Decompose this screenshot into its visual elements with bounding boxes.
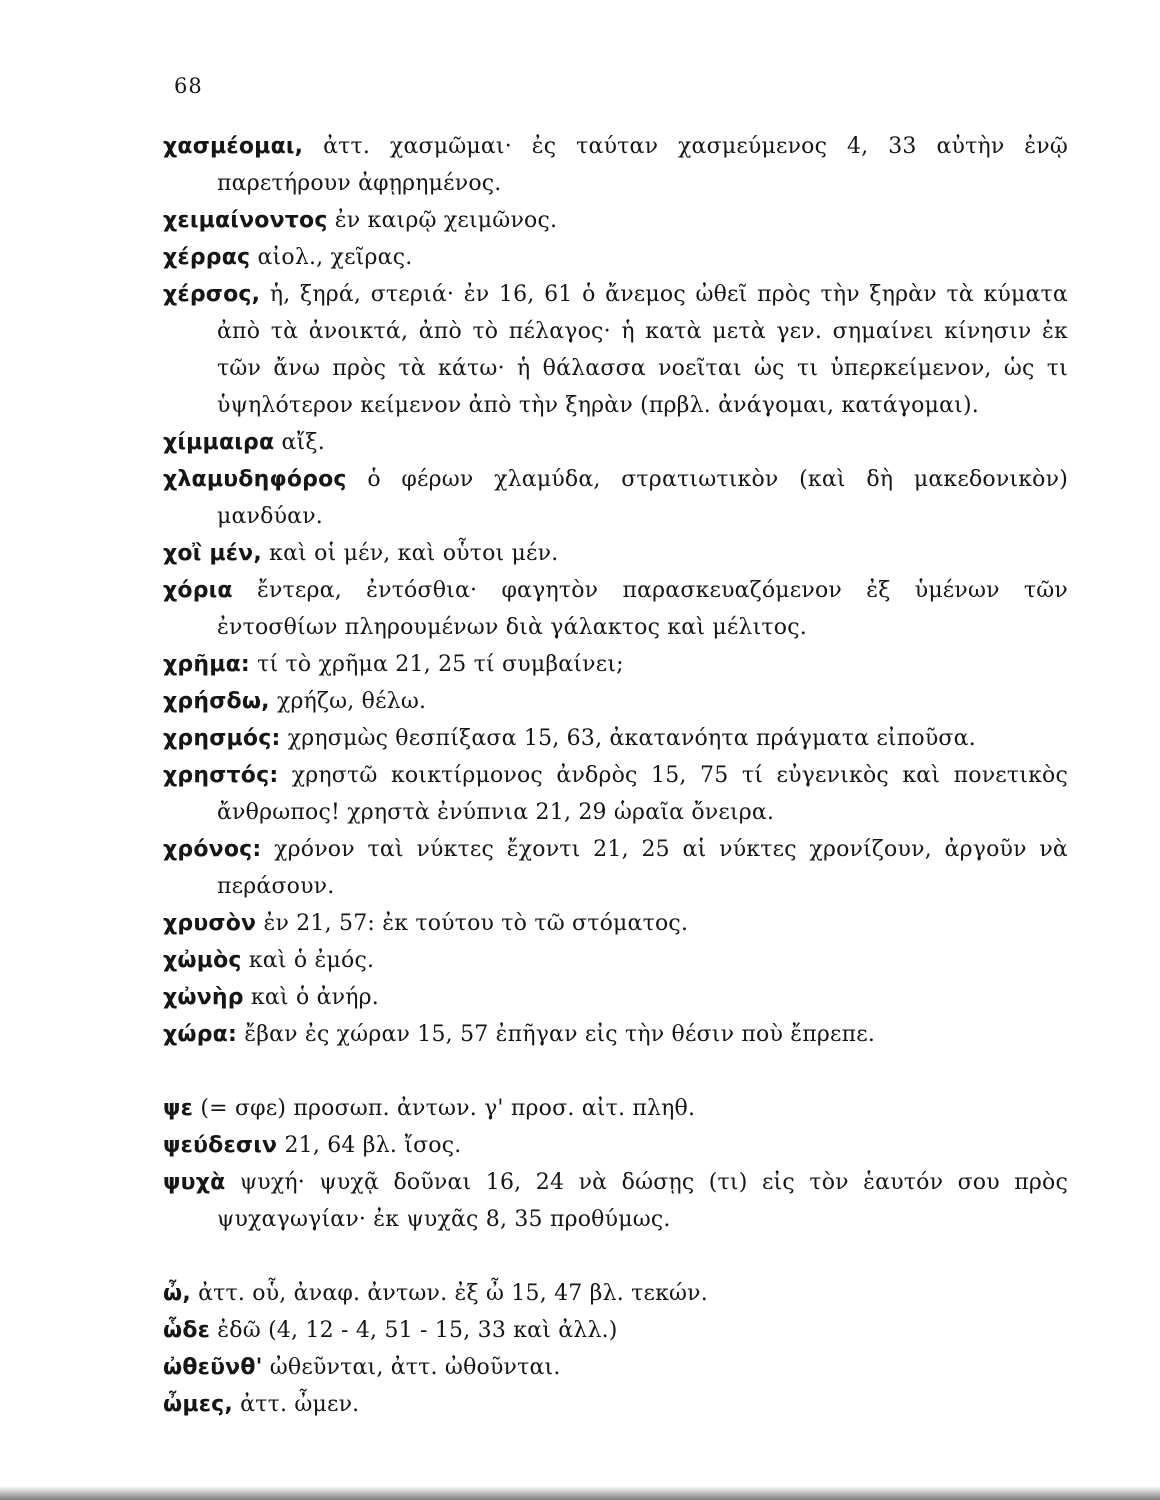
glossary-entry bbox=[163, 720, 1068, 757]
entry-definition: ἀττ. χασμῶμαι· ἐς ταύταν χασμεύμενος 4, 33 αὐτὴν ἐνῷ παρετήρουν ἀφῃρημένος. bbox=[217, 134, 1068, 196]
entry-headword: χέρρας bbox=[163, 245, 251, 270]
entry-headword: ὦμες, bbox=[163, 1392, 233, 1417]
glossary-entry bbox=[163, 683, 1068, 720]
entry-definition: ἐν καιρῷ χειμῶνος. bbox=[334, 208, 558, 233]
entry-definition: ἔβαν ἐς χώραν 15, 57 ἐπῆγαν εἰς τὴν θέσιν ποὺ ἔπρεπε. bbox=[244, 1022, 876, 1047]
entry-definition: καὶ ὁ ἀνήρ. bbox=[250, 985, 379, 1010]
glossary-entry bbox=[163, 1275, 1068, 1312]
entry-headword: χοἲ μέν, bbox=[163, 541, 262, 566]
scan-edge-shadow bbox=[0, 1486, 1160, 1500]
entry-headword: ὦ, bbox=[163, 1281, 191, 1306]
entry-headword: ὠθεῦνθ' bbox=[163, 1355, 263, 1380]
entry-definition: τί τὸ χρῆμα 21, 25 τί συμβαίνει; bbox=[257, 652, 624, 677]
entry-headword: ψυχὰ bbox=[163, 1170, 226, 1195]
entry-definition: αἴξ. bbox=[281, 430, 325, 455]
glossary-entry bbox=[163, 979, 1068, 1016]
glossary bbox=[163, 128, 1068, 1423]
glossary-entry bbox=[163, 461, 1068, 535]
entry-headword: ψεύδεσιν bbox=[163, 1133, 278, 1158]
glossary-entry bbox=[163, 1312, 1068, 1349]
glossary-entry bbox=[163, 1349, 1068, 1386]
entry-definition: ἀττ. οὗ, ἀναφ. ἀντων. ἐξ ὦ 15, 47 βλ. τεκών. bbox=[198, 1281, 708, 1306]
entry-definition: ἡ, ξηρά, στεριά· ἐν 16, 61 ὁ ἄνεμος ὠθεῖ πρὸς τὴν ξηρὰν τὰ κύματα ἀπὸ τὰ ἀνοικτά, ἀπὸ τὸ πέλαγος· ἡ κατὰ μετὰ γεν. σημαίνει κίνησιν ἐκ τῶν ἄνω πρὸς τὰ κάτω· ἡ θάλασσα νοεῖται ὡς τι ὑπερκείμενον, ὡς τι ὑψηλότερον κείμενον ἀπὸ τὴν ξηρὰν (πρβλ. ἀνάγομαι, κατάγομαι). bbox=[217, 282, 1068, 418]
entry-headword: χρηστός: bbox=[163, 763, 279, 788]
entry-definition: ἐδῶ (4, 12 - 4, 51 - 15, 33 καὶ ἀλλ.) bbox=[217, 1318, 618, 1343]
glossary-entry bbox=[163, 646, 1068, 683]
entry-definition: χρόνον ταὶ νύκτες ἔχοντι 21, 25 αἱ νύκτες χρονίζουν, ἀργοῦν νὰ περάσουν. bbox=[217, 837, 1068, 899]
glossary-entry bbox=[163, 1164, 1068, 1238]
entry-definition: καὶ οἱ μέν, καὶ οὗτοι μέν. bbox=[269, 541, 559, 566]
glossary-entry bbox=[163, 1127, 1068, 1164]
entry-headword: χὠνὴρ bbox=[163, 985, 244, 1010]
glossary-entry bbox=[163, 1386, 1068, 1423]
entry-definition: καὶ ὁ ἐμός. bbox=[248, 948, 375, 973]
entry-headword: χίμμαιρα bbox=[163, 430, 275, 455]
glossary-entry bbox=[163, 202, 1068, 239]
entry-definition: χρήζω, θέλω. bbox=[276, 689, 427, 714]
glossary-entry bbox=[163, 424, 1068, 461]
entry-definition: ψυχή· ψυχᾷ δοῦναι 16, 24 νὰ δώσῃς (τι) εἰς τὸν ἑαυτόν σου πρὸς ψυχαγωγίαν· ἐκ ψυχᾶς 8, 35 προθύμως. bbox=[217, 1170, 1068, 1232]
entry-definition: ἔντερα, ἐντόσθια· φαγητὸν παρασκευαζόμενον ἐξ ὑμένων τῶν ἐντοσθίων πληρουμένων διὰ γάλακτος καὶ μέλιτος. bbox=[217, 578, 1068, 640]
entry-headword: χρησμός: bbox=[163, 726, 281, 751]
entry-definition: ἐν 21, 57: ἐκ τούτου τὸ τῶ στόματος. bbox=[263, 911, 689, 936]
glossary-entry bbox=[163, 831, 1068, 905]
glossary-entry bbox=[163, 276, 1068, 424]
glossary-entry bbox=[163, 905, 1068, 942]
glossary-entry bbox=[163, 757, 1068, 831]
glossary-entry bbox=[163, 1016, 1068, 1053]
entry-definition: 21, 64 βλ. ἴσος. bbox=[284, 1133, 462, 1158]
entry-headword: χασμέομαι, bbox=[163, 134, 304, 159]
glossary-entry bbox=[163, 535, 1068, 572]
entry-headword: χέρσος, bbox=[163, 282, 261, 307]
entry-headword: ὧδε bbox=[163, 1318, 211, 1343]
entry-definition: (= σφε) προσωπ. ἀντων. γ' προσ. αἰτ. πληθ. bbox=[200, 1096, 696, 1121]
entry-headword: ψε bbox=[163, 1096, 194, 1121]
entry-headword: χὠμὸς bbox=[163, 948, 242, 973]
glossary-entry bbox=[163, 239, 1068, 276]
entry-headword: χρόνος: bbox=[163, 837, 262, 862]
entry-definition: ἀττ. ὦμεν. bbox=[240, 1392, 360, 1417]
glossary-entry bbox=[163, 1090, 1068, 1127]
glossary-entry bbox=[163, 128, 1068, 202]
entry-headword: χώρα: bbox=[163, 1022, 237, 1047]
entry-definition: ὁ φέρων χλαμύδα, στρατιωτικὸν (καὶ δὴ μακεδονικὸν) μανδύαν. bbox=[217, 467, 1068, 529]
glossary-entry bbox=[163, 942, 1068, 979]
entry-headword: χρῆμα: bbox=[163, 652, 250, 677]
entry-definition: χρησμὼς θεσπίξασα 15, 63, ἀκατανόητα πράγματα εἰποῦσα. bbox=[287, 726, 976, 751]
entry-headword: χόρια bbox=[163, 578, 233, 603]
entry-headword: χλαμυδηφόρος bbox=[163, 467, 347, 492]
glossary-entry bbox=[163, 572, 1068, 646]
entry-headword: χρυσὸν bbox=[163, 911, 257, 936]
entry-definition: ὠθεῦνται, ἀττ. ὠθοῦνται. bbox=[269, 1355, 561, 1380]
page-number: 68 bbox=[174, 74, 203, 98]
entry-definition: χρηστῶ κοικτίρμονος ἀνδρὸς 15, 75 τί εὐγενικὸς καὶ πονετικὸς ἄνθρωπος! χρηστὰ ἐνύπνια 21, 29 ὡραῖα ὄνειρα. bbox=[217, 763, 1068, 825]
entry-headword: χρήσδω, bbox=[163, 689, 270, 714]
entry-definition: αἰολ., χεῖρας. bbox=[257, 245, 413, 270]
entry-headword: χειμαίνοντος bbox=[163, 208, 328, 233]
